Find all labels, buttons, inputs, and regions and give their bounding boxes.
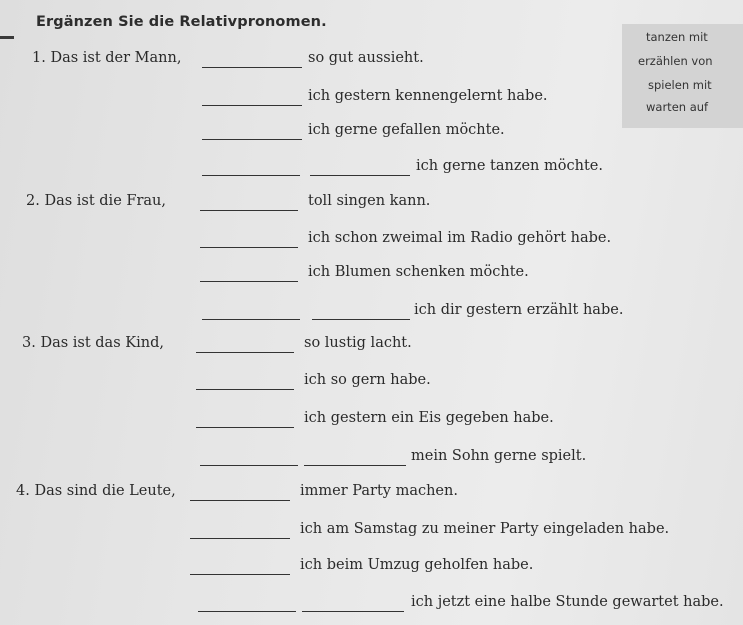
sentence-ending: mein Sohn gerne spielt. xyxy=(411,448,587,464)
fill-in-blank[interactable] xyxy=(200,281,298,282)
fill-in-blank[interactable] xyxy=(198,611,296,612)
fill-in-blank[interactable] xyxy=(202,175,300,176)
sentence-ending: ich jetzt eine halbe Stunde gewartet habe. xyxy=(411,594,724,610)
fill-in-blank[interactable] xyxy=(202,319,300,320)
exercise-lead: 4. Das sind die Leute, xyxy=(16,483,176,499)
exercise-lead: 1. Das ist der Mann, xyxy=(32,50,182,66)
sentence-ending: ich dir gestern erzählt habe. xyxy=(414,302,624,318)
word-box-item: spielen mit xyxy=(648,78,712,92)
sentence-ending: ich schon zweimal im Radio gehört habe. xyxy=(308,230,612,246)
fill-in-blank[interactable] xyxy=(196,389,294,390)
sentence-ending: ich Blumen schenken möchte. xyxy=(308,264,529,280)
sentence-ending: so gut aussieht. xyxy=(308,50,424,66)
fill-in-blank[interactable] xyxy=(200,210,298,211)
sentence-ending: ich so gern habe. xyxy=(304,372,431,388)
fill-in-blank[interactable] xyxy=(200,247,298,248)
fill-in-blank[interactable] xyxy=(202,139,302,140)
fill-in-blank[interactable] xyxy=(196,427,294,428)
word-box-item: warten auf xyxy=(646,100,709,114)
sentence-ending: ich gestern ein Eis gegeben habe. xyxy=(304,410,554,426)
worksheet-heading: Ergänzen Sie die Relativpronomen. xyxy=(36,14,327,30)
fill-in-blank[interactable] xyxy=(302,611,404,612)
sentence-ending: ich gestern kennengelernt habe. xyxy=(308,88,548,104)
margin-mark xyxy=(0,36,14,39)
fill-in-blank[interactable] xyxy=(190,574,290,575)
sentence-ending: immer Party machen. xyxy=(300,483,458,499)
fill-in-blank[interactable] xyxy=(304,465,406,466)
sentence-ending: so lustig lacht. xyxy=(304,335,412,351)
sentence-ending: ich gerne tanzen möchte. xyxy=(416,158,603,174)
sentence-ending: ich am Samstag zu meiner Party eingeladen habe. xyxy=(300,521,670,537)
word-box-item: tanzen mit xyxy=(646,30,708,44)
fill-in-blank[interactable] xyxy=(202,105,302,106)
fill-in-blank[interactable] xyxy=(190,538,290,539)
fill-in-blank[interactable] xyxy=(202,67,302,68)
sentence-ending: toll singen kann. xyxy=(308,193,431,209)
sentence-ending: ich beim Umzug geholfen habe. xyxy=(300,557,534,573)
word-box xyxy=(622,24,743,128)
sentence-ending: ich gerne gefallen möchte. xyxy=(308,122,505,138)
fill-in-blank[interactable] xyxy=(312,319,410,320)
exercise-lead: 2. Das ist die Frau, xyxy=(26,193,166,209)
exercise-lead: 3. Das ist das Kind, xyxy=(22,335,164,351)
fill-in-blank[interactable] xyxy=(196,352,294,353)
fill-in-blank[interactable] xyxy=(200,465,298,466)
fill-in-blank[interactable] xyxy=(190,500,290,501)
word-box-item: erzählen von xyxy=(638,54,713,68)
fill-in-blank[interactable] xyxy=(310,175,410,176)
